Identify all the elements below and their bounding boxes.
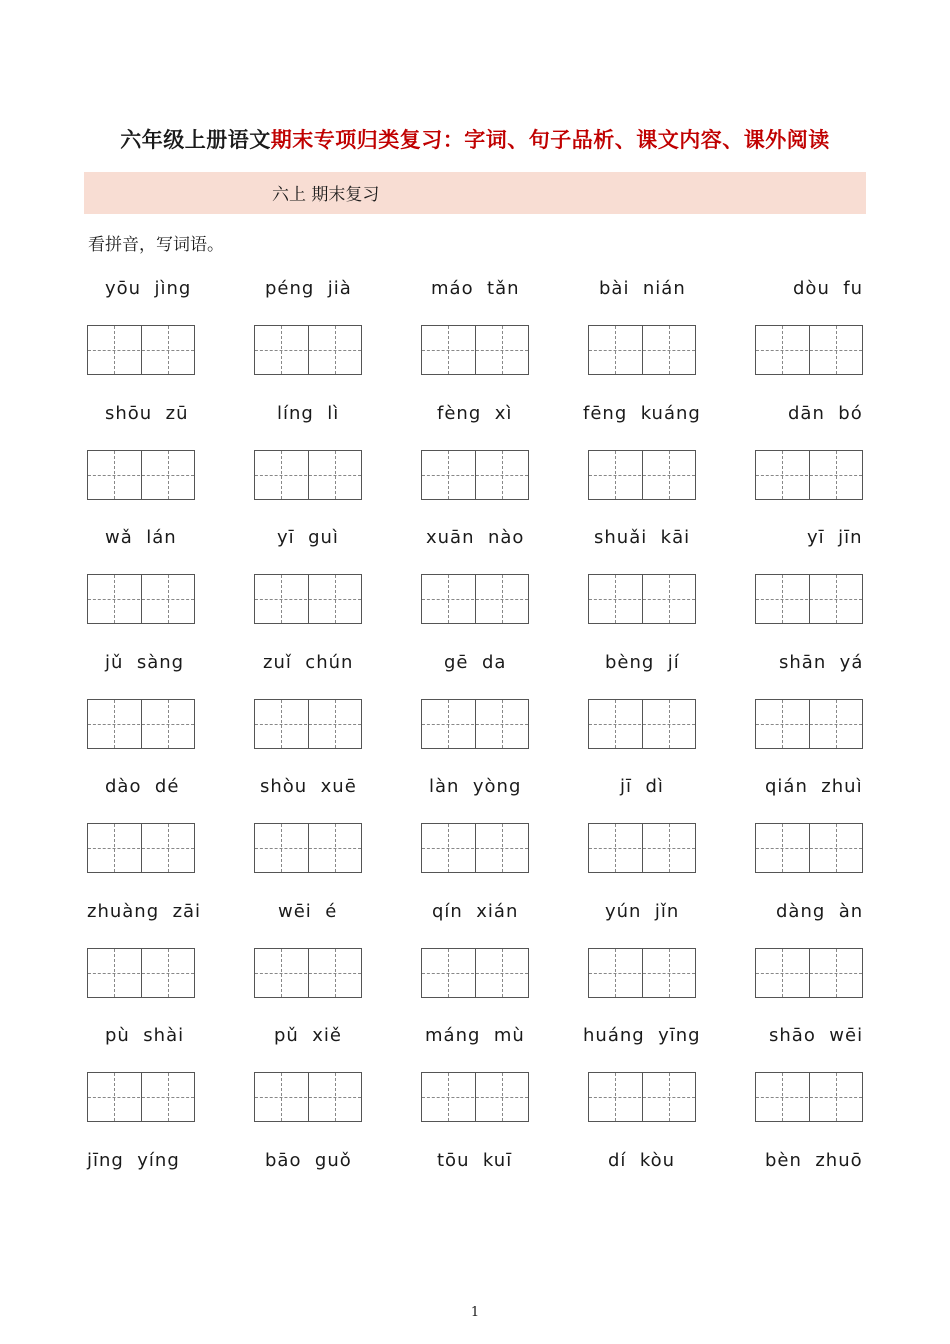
box-guide-line: [669, 824, 670, 872]
pinyin-label: yún jǐn: [605, 901, 680, 922]
box-guide-line: [756, 599, 862, 600]
box-guide-line: [615, 824, 616, 872]
pinyin-label: shuǎi kāi: [594, 527, 691, 548]
pinyin-label: dí kòu: [608, 1150, 676, 1171]
box-guide-line: [88, 848, 194, 849]
pinyin-label: làn yòng: [429, 776, 522, 797]
box-guide-line: [168, 700, 169, 748]
pinyin-label: fèng xì: [437, 403, 513, 424]
writing-box[interactable]: [588, 325, 696, 375]
pinyin-label: bài nián: [599, 278, 686, 299]
box-guide-line: [502, 575, 503, 623]
box-guide-line: [168, 824, 169, 872]
box-guide-line: [422, 724, 528, 725]
pinyin-label: líng lì: [277, 403, 340, 424]
writing-box[interactable]: [588, 948, 696, 998]
exercise-instruction: 看拼音，写词语。: [88, 235, 224, 255]
box-guide-line: [335, 824, 336, 872]
box-guide-line: [114, 824, 115, 872]
box-guide-line: [836, 326, 837, 374]
writing-box[interactable]: [755, 450, 863, 500]
box-guide-line: [589, 475, 695, 476]
writing-box[interactable]: [87, 1072, 195, 1122]
box-guide-line: [756, 1097, 862, 1098]
box-guide-line: [281, 326, 282, 374]
box-guide-line: [422, 475, 528, 476]
box-guide-line: [422, 1097, 528, 1098]
box-guide-line: [335, 575, 336, 623]
title-topic: 期末专项归类复习：字词、句子品析、课文内容、课外阅读: [270, 127, 830, 152]
box-guide-line: [669, 700, 670, 748]
box-guide-line: [782, 824, 783, 872]
box-guide-line: [448, 824, 449, 872]
pinyin-label: bèn zhuō: [765, 1150, 863, 1171]
box-guide-line: [448, 326, 449, 374]
pinyin-label: xuān nào: [426, 527, 525, 548]
box-guide-line: [281, 1073, 282, 1121]
box-guide-line: [502, 451, 503, 499]
box-guide-line: [168, 949, 169, 997]
pinyin-label: wēi é: [278, 901, 338, 922]
box-guide-line: [448, 575, 449, 623]
writing-box[interactable]: [421, 325, 529, 375]
box-guide-line: [281, 575, 282, 623]
box-guide-line: [589, 599, 695, 600]
box-guide-line: [281, 824, 282, 872]
box-guide-line: [669, 451, 670, 499]
writing-box[interactable]: [421, 574, 529, 624]
box-guide-line: [88, 475, 194, 476]
box-guide-line: [281, 451, 282, 499]
writing-box[interactable]: [588, 823, 696, 873]
writing-box[interactable]: [421, 1072, 529, 1122]
writing-box[interactable]: [421, 450, 529, 500]
box-guide-line: [88, 973, 194, 974]
box-guide-line: [756, 973, 862, 974]
pinyin-label: shōu zū: [105, 403, 189, 424]
box-guide-line: [782, 575, 783, 623]
box-guide-line: [756, 848, 862, 849]
writing-box[interactable]: [421, 823, 529, 873]
box-guide-line: [782, 451, 783, 499]
pinyin-label: zuǐ chún: [263, 652, 354, 673]
pinyin-label: dòu fu: [793, 278, 864, 299]
box-guide-line: [448, 451, 449, 499]
pinyin-label: tōu kuī: [437, 1150, 513, 1171]
pinyin-label: yī guì: [277, 527, 339, 548]
box-guide-line: [615, 700, 616, 748]
writing-box[interactable]: [254, 450, 362, 500]
writing-box[interactable]: [755, 699, 863, 749]
box-guide-line: [281, 949, 282, 997]
box-guide-line: [756, 350, 862, 351]
box-guide-line: [615, 326, 616, 374]
pinyin-label: bāo guǒ: [265, 1150, 352, 1171]
box-guide-line: [255, 973, 361, 974]
pinyin-label: jīng yíng: [87, 1150, 180, 1171]
title-grade: 六年级上册语文: [120, 127, 271, 152]
box-guide-line: [756, 475, 862, 476]
box-guide-line: [335, 1073, 336, 1121]
box-guide-line: [255, 1097, 361, 1098]
box-guide-line: [669, 1073, 670, 1121]
box-guide-line: [422, 973, 528, 974]
pinyin-label: jī dì: [620, 776, 664, 797]
box-guide-line: [836, 575, 837, 623]
writing-box[interactable]: [755, 325, 863, 375]
pinyin-label: péng jià: [265, 278, 352, 299]
writing-box[interactable]: [87, 574, 195, 624]
box-guide-line: [114, 700, 115, 748]
box-guide-line: [255, 475, 361, 476]
box-guide-line: [335, 326, 336, 374]
box-guide-line: [502, 1073, 503, 1121]
writing-box[interactable]: [588, 1072, 696, 1122]
writing-box[interactable]: [421, 948, 529, 998]
writing-box[interactable]: [755, 574, 863, 624]
banner-label: 六上 期末复习: [272, 185, 380, 205]
box-guide-line: [255, 350, 361, 351]
pinyin-label: wǎ lán: [105, 527, 177, 548]
pinyin-label: dàng àn: [776, 901, 864, 922]
box-guide-line: [615, 451, 616, 499]
box-guide-line: [255, 599, 361, 600]
writing-box[interactable]: [254, 823, 362, 873]
pinyin-label: shòu xuē: [260, 776, 357, 797]
pinyin-label: gē da: [444, 652, 507, 673]
box-guide-line: [168, 1073, 169, 1121]
pinyin-label: yī jīn: [807, 527, 863, 548]
box-guide-line: [502, 949, 503, 997]
box-guide-line: [589, 350, 695, 351]
writing-box[interactable]: [254, 574, 362, 624]
box-guide-line: [836, 1073, 837, 1121]
writing-box[interactable]: [87, 699, 195, 749]
pinyin-label: yōu jìng: [105, 278, 192, 299]
box-guide-line: [422, 599, 528, 600]
box-guide-line: [448, 949, 449, 997]
box-guide-line: [589, 724, 695, 725]
box-guide-line: [502, 326, 503, 374]
box-guide-line: [114, 451, 115, 499]
box-guide-line: [782, 949, 783, 997]
pinyin-label: fēng kuáng: [583, 403, 701, 424]
box-guide-line: [88, 350, 194, 351]
writing-box[interactable]: [755, 1072, 863, 1122]
box-guide-line: [88, 599, 194, 600]
pinyin-label: shān yá: [779, 652, 864, 673]
box-guide-line: [335, 451, 336, 499]
pinyin-label: máng mù: [425, 1025, 525, 1046]
box-guide-line: [669, 949, 670, 997]
box-guide-line: [114, 1073, 115, 1121]
writing-box[interactable]: [588, 450, 696, 500]
writing-box[interactable]: [87, 450, 195, 500]
box-guide-line: [168, 575, 169, 623]
writing-box[interactable]: [87, 325, 195, 375]
pinyin-label: máo tǎn: [431, 278, 520, 299]
pinyin-label: bèng jí: [605, 652, 680, 673]
box-guide-line: [836, 700, 837, 748]
box-guide-line: [422, 350, 528, 351]
box-guide-line: [836, 949, 837, 997]
pinyin-label: pù shài: [105, 1025, 185, 1046]
box-guide-line: [589, 1097, 695, 1098]
box-guide-line: [782, 1073, 783, 1121]
section-banner: [84, 172, 866, 214]
writing-box[interactable]: [87, 823, 195, 873]
writing-box[interactable]: [755, 823, 863, 873]
writing-box[interactable]: [421, 699, 529, 749]
page-number: 1: [470, 1305, 480, 1320]
box-guide-line: [335, 700, 336, 748]
box-guide-line: [782, 700, 783, 748]
box-guide-line: [88, 724, 194, 725]
box-guide-line: [782, 326, 783, 374]
box-guide-line: [335, 949, 336, 997]
box-guide-line: [281, 700, 282, 748]
box-guide-line: [255, 724, 361, 725]
writing-box[interactable]: [588, 574, 696, 624]
writing-box[interactable]: [87, 948, 195, 998]
box-guide-line: [589, 848, 695, 849]
box-guide-line: [669, 326, 670, 374]
writing-box[interactable]: [755, 948, 863, 998]
pinyin-label: zhuàng zāi: [87, 901, 202, 922]
box-guide-line: [615, 575, 616, 623]
box-guide-line: [589, 973, 695, 974]
box-guide-line: [114, 575, 115, 623]
writing-box[interactable]: [254, 1072, 362, 1122]
box-guide-line: [114, 326, 115, 374]
box-guide-line: [422, 848, 528, 849]
box-guide-line: [836, 451, 837, 499]
pinyin-label: jǔ sàng: [105, 652, 185, 673]
box-guide-line: [756, 724, 862, 725]
pinyin-label: pǔ xiě: [274, 1025, 343, 1046]
box-guide-line: [669, 575, 670, 623]
pinyin-label: qín xián: [432, 901, 519, 922]
box-guide-line: [448, 700, 449, 748]
writing-box[interactable]: [254, 948, 362, 998]
box-guide-line: [448, 1073, 449, 1121]
pinyin-label: dān bó: [788, 403, 863, 424]
writing-box[interactable]: [254, 325, 362, 375]
box-guide-line: [114, 949, 115, 997]
box-guide-line: [168, 451, 169, 499]
box-guide-line: [88, 1097, 194, 1098]
box-guide-line: [615, 1073, 616, 1121]
box-guide-line: [502, 824, 503, 872]
writing-box[interactable]: [254, 699, 362, 749]
pinyin-label: dào dé: [105, 776, 180, 797]
pinyin-label: qián zhuì: [765, 776, 863, 797]
document-title: [0, 124, 950, 154]
pinyin-label: shāo wēi: [769, 1025, 864, 1046]
box-guide-line: [168, 326, 169, 374]
box-guide-line: [836, 824, 837, 872]
writing-box[interactable]: [588, 699, 696, 749]
box-guide-line: [255, 848, 361, 849]
box-guide-line: [502, 700, 503, 748]
box-guide-line: [615, 949, 616, 997]
pinyin-label: huáng yīng: [583, 1025, 701, 1046]
